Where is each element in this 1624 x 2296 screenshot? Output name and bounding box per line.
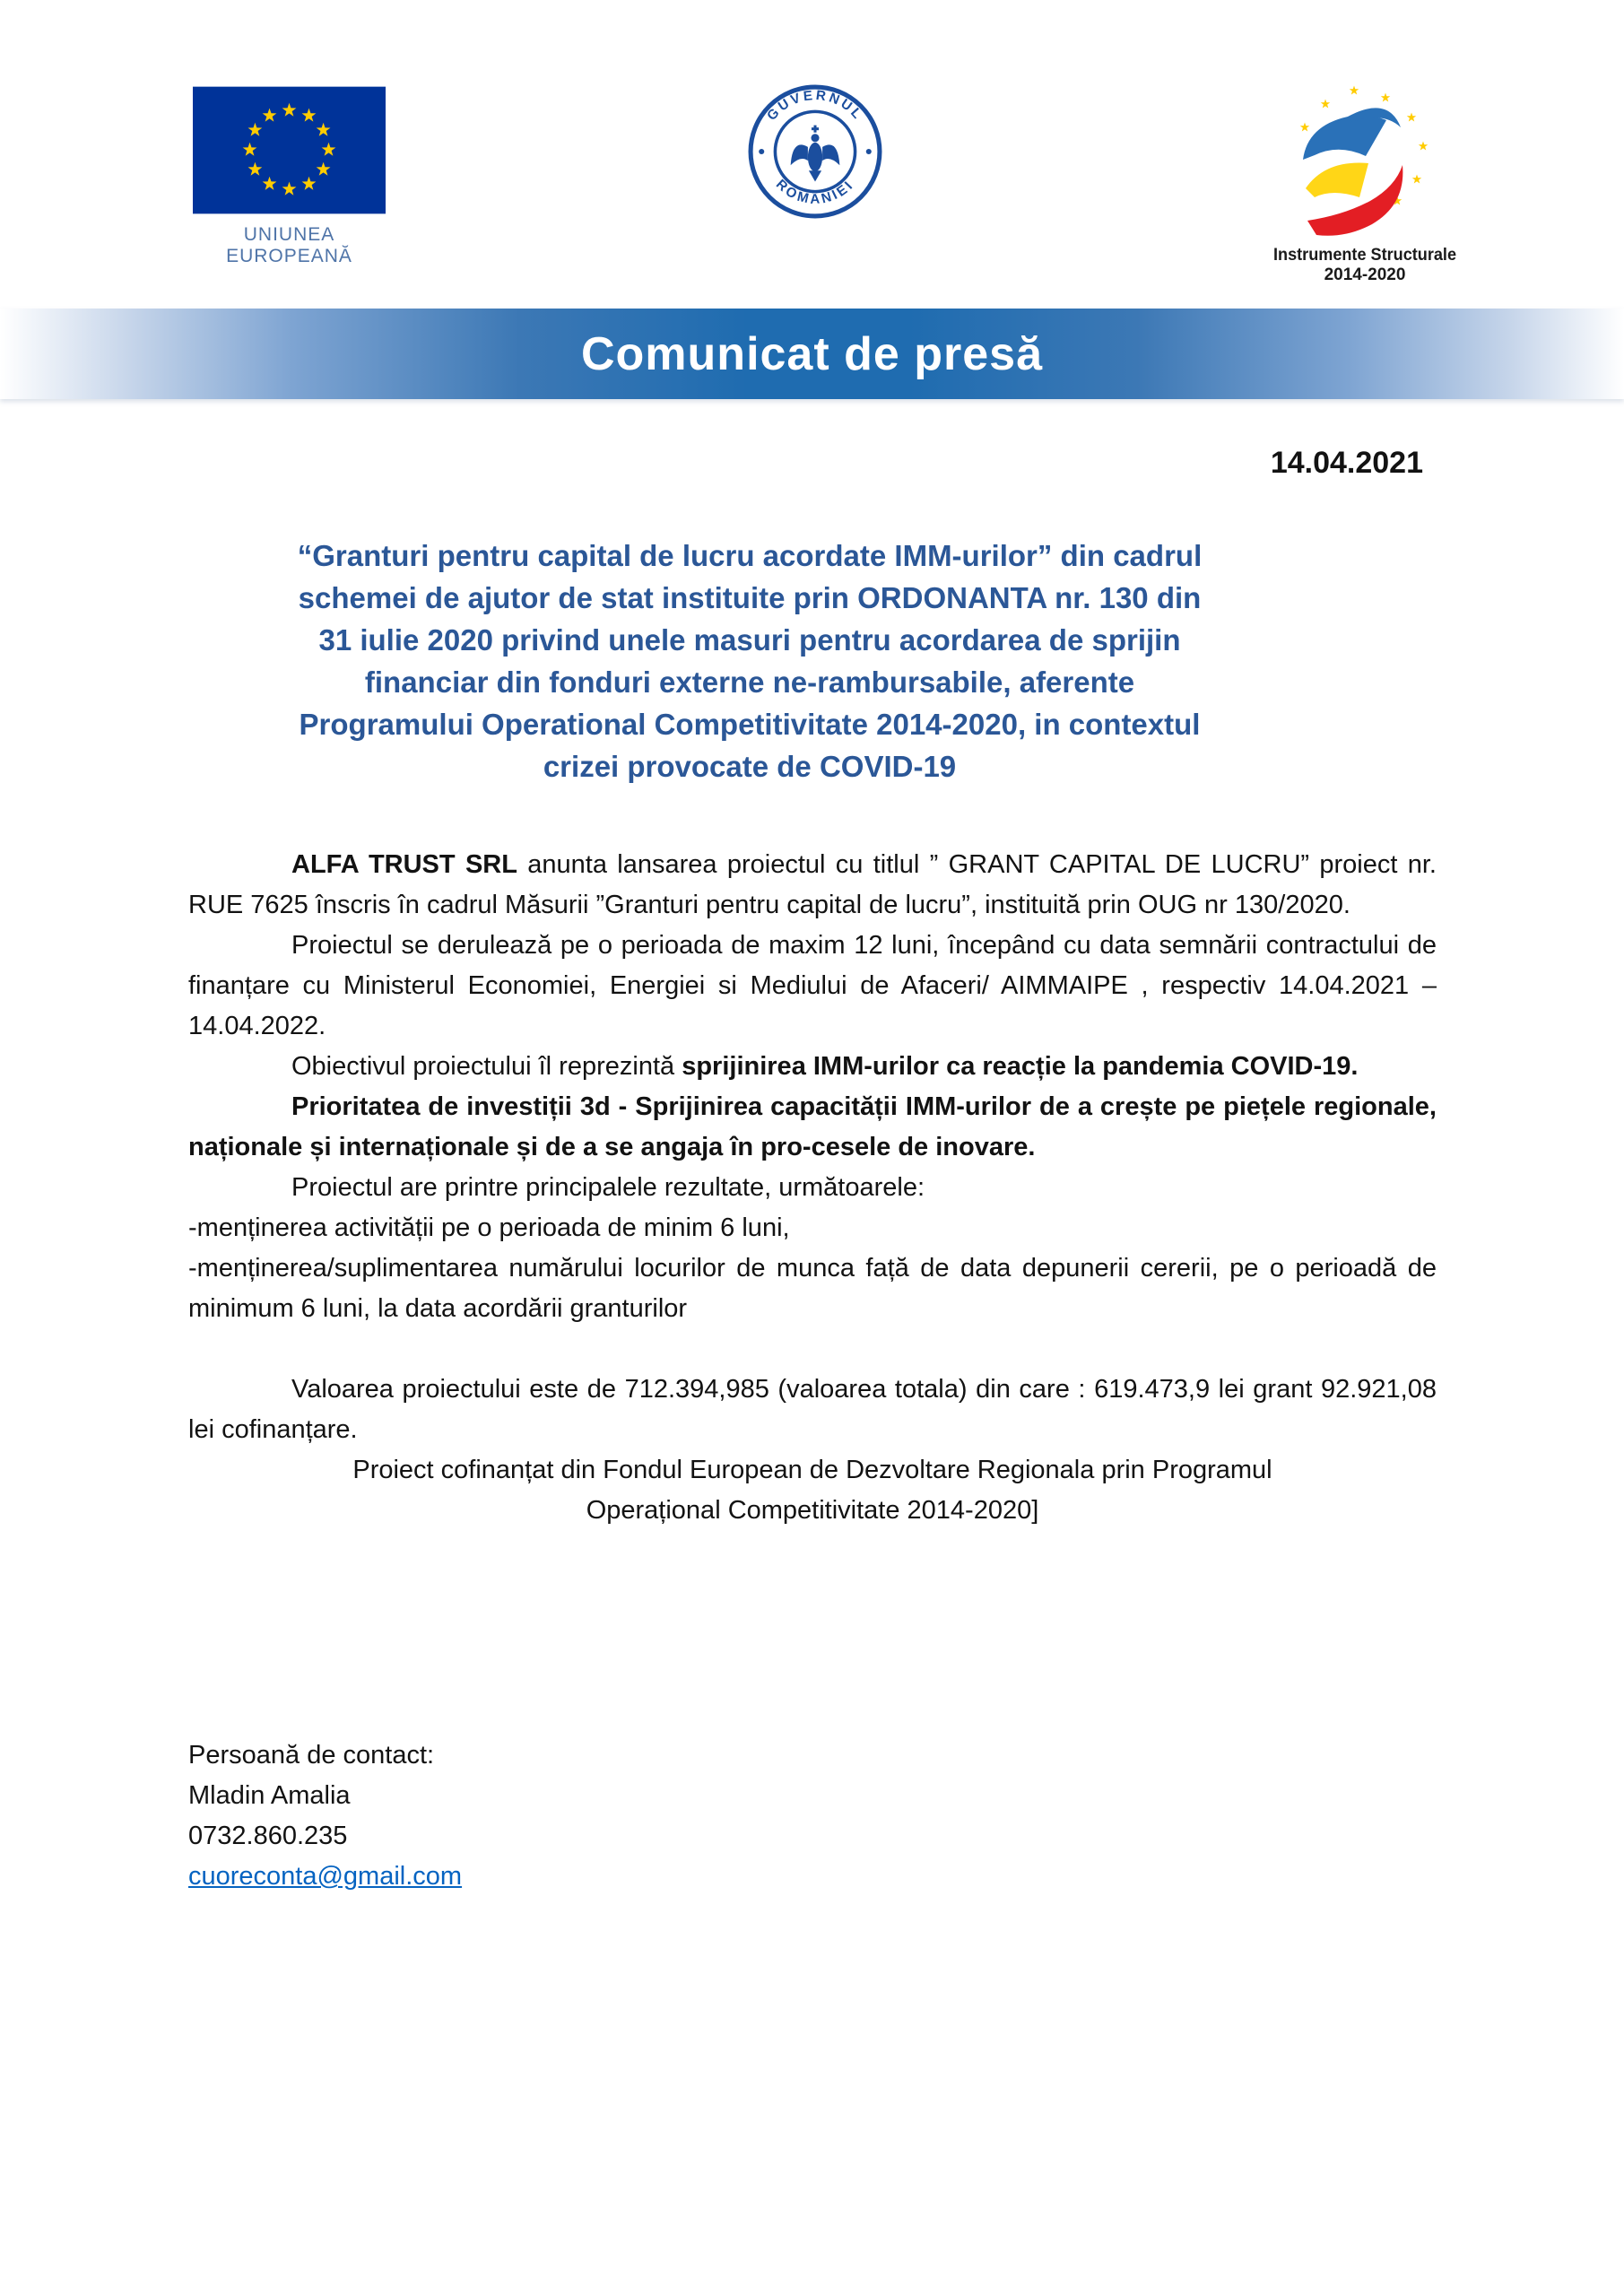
banner-title: Comunicat de presă [580, 327, 1044, 380]
list-item-maintain-jobs [188, 1248, 1437, 1329]
svg-text:GUVERNUL [764, 88, 866, 124]
contact-label: Persoană de contact: [188, 1741, 435, 1770]
romanian-government-seal [747, 83, 883, 220]
title-line: “Granturi pentru capital de lucru acordate IMM-urilor” din cadrul [297, 539, 1203, 572]
document-date: 14.04.2021 [1270, 446, 1423, 480]
structural-logo-line2: 2014-2020 [1324, 265, 1406, 284]
contact-email-link[interactable]: cuoreconta@gmail.com [188, 1862, 463, 1891]
structural-logo-line1: Instrumente Structurale [1273, 246, 1456, 265]
eagle-emblem-icon [791, 126, 840, 182]
list-item-maintain-activity [188, 1208, 1437, 1248]
title-line: Programului Operational Competitivitate 2014-2020, in contextul [299, 708, 1201, 741]
paragraph-duration [188, 926, 1437, 1047]
text-run: -menținerea activității pe o perioada de minim 6 luni, [188, 1213, 790, 1242]
body-text [188, 845, 1437, 1531]
text-run: Prioritatea de investiții 3d - Sprijinirea capacității IMM-urilor de a crește pe piețele regionale, naționale și internaționale și de a se angaja în pro-cesele de inovare. [188, 1092, 1437, 1161]
cofinance-line1: Proiect cofinanțat din Fondul European de Dezvoltare Regionala prin Programul [352, 1456, 1272, 1484]
paragraph-priority [188, 1087, 1437, 1168]
eu-logo-caption: UNIUNEA EUROPEANĂ [226, 224, 352, 266]
text-run: anunta lansarea proiectul cu titlul ” GRANT CAPITAL DE LUCRU” proiect nr. RUE 7625 înscris în cadrul Măsurii ”Granturi pentru capital de lucru”, instituită prin OUG nr 130/2020. [188, 850, 1437, 919]
contact-block [188, 1735, 462, 1897]
text-run: Proiectul se derulează pe o perioada de maxim 12 luni, începând cu data semnării contractului de finanțare cu Ministerul Economiei, Energiei si Mediului de Afaceri/ AIMMAIPE , respectiv 14.04.2021 – 14.04.2022. [188, 931, 1437, 1040]
text-run: Valoarea proiectului este de 712.394,985 (valoarea totala) din care : 619.473,9 lei grant 92.921,08 lei cofinanțare. [188, 1375, 1437, 1444]
press-release-banner [0, 309, 1624, 399]
contact-phone: 0732.860.235 [188, 1822, 348, 1850]
structural-instruments-logo [1263, 70, 1467, 290]
text-run: ALFA TRUST SRL [291, 850, 517, 879]
text-run: Obiectivul proiectului îl reprezintă [291, 1052, 682, 1081]
eu-flag-icon [193, 85, 386, 215]
title-line: financiar din fonduri externe ne-rambursabile, aferente [364, 665, 1135, 699]
paragraph-results-intro [188, 1168, 1437, 1208]
title-line: schemei de ajutor de stat instituite prin ORDONANTA nr. 130 din [298, 581, 1202, 614]
government-seal-icon [747, 83, 883, 220]
structural-instruments-icon [1263, 70, 1467, 285]
paragraph-objective [188, 1047, 1437, 1087]
title-line: crizei provocate de COVID-19 [543, 750, 957, 783]
document-title [188, 535, 1311, 787]
title-line: 31 iulie 2020 privind unele masuri pentru acordarea de sprijin [318, 623, 1181, 657]
text-run: sprijinirea IMM-urilor ca reacție la pandemia COVID-19. [682, 1052, 1359, 1081]
cofinance-line2: Operațional Competitivitate 2014-2020] [586, 1496, 1039, 1525]
eu-flag-logo [193, 85, 386, 267]
contact-name: Mladin Amalia [188, 1781, 351, 1810]
text-run: -menținerea/suplimentarea numărului locurilor de munca față de data depunerii cererii, pe o perioadă de minimum 6 luni, la data acordării granturilor [188, 1254, 1437, 1323]
gov-seal-top-text: GUVERNUL [764, 87, 866, 124]
paragraph-value [188, 1370, 1437, 1450]
text-run: Proiectul are printre principalele rezultate, următoarele: [291, 1173, 925, 1202]
paragraph-announcement [188, 845, 1437, 926]
paragraph-cofinance [188, 1450, 1437, 1531]
gov-seal-bottom-text: ROMÂNIEI [772, 177, 858, 207]
